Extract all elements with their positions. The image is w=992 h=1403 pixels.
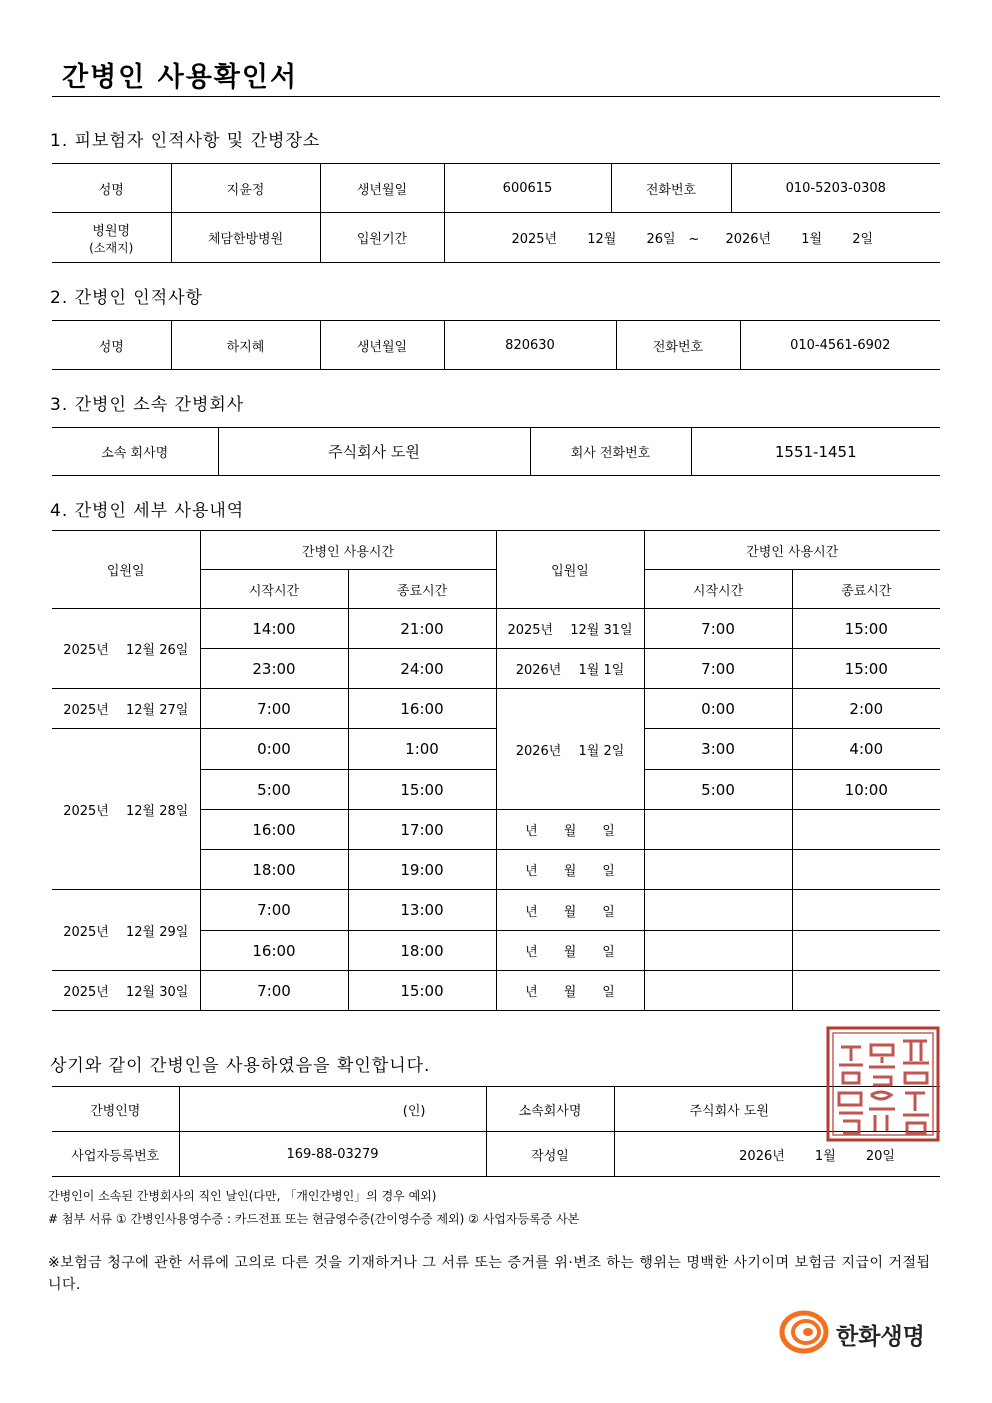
col-time-right: 간병인 사용시간 [644,531,940,570]
start-time: 0:00 [644,689,792,729]
hanwha-life-logo [778,1308,925,1360]
end-time: 15:00 [792,649,940,689]
right-date: 2025년 12월 31일 [496,609,644,649]
written-date-label: 작성일 [486,1132,614,1177]
company-table [52,427,940,476]
end-time: 15:00 [348,971,496,1011]
hanwha-logo-icon [778,1308,834,1356]
section2-heading: 2. 간병인 인적사항 [50,288,203,308]
start-time: 16:00 [200,931,348,971]
empty-cell [644,850,792,890]
company-name: 주식회사 도원 [218,428,530,476]
left-date: 2025년 12월 28일 [52,729,200,890]
confirm-text: 상기와 같이 간병인을 사용하였음을 확인합니다. [50,1056,431,1076]
left-date: 2025년 12월 26일 [52,609,200,689]
caregiver-phone: 010-4561-6902 [740,321,940,370]
start-time: 7:00 [644,649,792,689]
end-time: 1:00 [348,729,496,770]
caregiver-birth: 820630 [444,321,616,370]
written-date: 2026년 1월 20일 [614,1132,940,1177]
company-label: 소속 회사명 [52,428,218,476]
title-divider [52,96,940,97]
end-time: 15:00 [792,609,940,649]
col-end-right: 종료시간 [792,570,940,609]
right-date: 2026년 1월 1일 [496,649,644,689]
end-time: 18:00 [348,931,496,971]
document-title: 간병인 사용확인서 [62,62,299,93]
empty-cell [792,971,940,1011]
end-time: 21:00 [348,609,496,649]
left-date: 2025년 12월 29일 [52,890,200,971]
logo-text: 한화생명 [836,1324,925,1350]
left-date: 2025년 12월 30일 [52,971,200,1011]
usage-table [52,530,940,1011]
bizno: 169-88-03279 [179,1132,486,1177]
insured-birth: 600615 [444,164,611,213]
company-seal-stamp [825,1025,941,1143]
end-time: 13:00 [348,890,496,931]
col-start-right: 시작시간 [644,570,792,609]
col-start-left: 시작시간 [200,570,348,609]
col-end-left: 종료시간 [348,570,496,609]
start-time: 7:00 [200,971,348,1011]
end-time: 24:00 [348,649,496,689]
col-date-right: 입원일 [496,531,644,609]
fraud-warning: ※보험금 청구에 관한 서류에 고의로 다른 것을 기재하거나 그 서류 또는 증거를 위·변조 하는 행위는 명백한 사기이며 보험금 지급이 거절됩니다. [48,1255,931,1293]
start-time: 18:00 [200,850,348,890]
confirm-company-label: 소속회사명 [486,1087,614,1132]
note-seal: 간병인이 소속된 간병회사의 직인 날인(다만, 「개인간병인」의 경우 예외) [48,1189,437,1203]
start-time: 7:00 [200,689,348,729]
start-time: 5:00 [200,770,348,810]
hospital-name: 체담한방병원 [171,213,320,263]
start-time: 7:00 [200,890,348,931]
insured-name-label: 성명 [52,164,171,213]
left-date: 2025년 12월 27일 [52,689,200,729]
insured-table [52,163,940,263]
end-time: 19:00 [348,850,496,890]
company-phone-label: 회사 전화번호 [530,428,691,476]
note-attachments: # 첨부 서류 ① 간병인사용영수증 : 카드전표 또는 현금영수증(간이영수증 제외) ② 사업자등록증 사본 [48,1212,580,1226]
start-time: 7:00 [644,609,792,649]
empty-cell [792,931,940,971]
start-time: 5:00 [644,770,792,810]
empty-cell [644,971,792,1011]
empty-cell [644,931,792,971]
insured-name: 지윤정 [171,164,320,213]
end-time: 10:00 [792,770,940,810]
start-time: 16:00 [200,810,348,850]
caregiver-table [52,320,940,370]
hospital-label [52,213,171,263]
empty-cell [792,810,940,850]
right-date-blank: 년 월 일 [496,810,644,850]
right-date-blank: 년 월 일 [496,850,644,890]
section3-heading: 3. 간병인 소속 간병회사 [50,395,245,415]
empty-cell [792,850,940,890]
start-time: 3:00 [644,729,792,770]
end-time: 16:00 [348,689,496,729]
confirm-company: 주식회사 도원 [614,1087,940,1132]
empty-cell [644,890,792,931]
section4-heading: 4. 간병인 세부 사용내역 [50,501,245,521]
right-date: 2026년 1월 2일 [496,689,644,810]
confirm-table [52,1086,940,1177]
caregiver-name: 하지혜 [171,321,320,370]
col-time-left: 간병인 사용시간 [200,531,496,570]
section1-heading: 1. 피보험자 인적사항 및 간병장소 [50,131,321,151]
empty-cell [792,890,940,931]
bizno-label: 사업자등록번호 [52,1132,179,1177]
right-date-blank: 년 월 일 [496,971,644,1011]
insured-birth-label: 생년월일 [320,164,444,213]
empty-cell [644,810,792,850]
insured-phone-label: 전화번호 [611,164,731,213]
caregiver-sign-label: 간병인명 [52,1087,179,1132]
start-time: 0:00 [200,729,348,770]
end-time: 17:00 [348,810,496,850]
right-date-blank: 년 월 일 [496,890,644,931]
col-date-left: 입원일 [52,531,200,609]
end-time: 4:00 [792,729,940,770]
end-time: 15:00 [348,770,496,810]
seal-mark: (인) [179,1087,486,1132]
caregiver-phone-label: 전화번호 [616,321,740,370]
end-time: 2:00 [792,689,940,729]
period-label: 입원기간 [320,213,444,263]
insured-phone: 010-5203-0308 [731,164,940,213]
hospital-label-line2: (소재지) [89,240,134,255]
right-date-blank: 년 월 일 [496,931,644,971]
company-phone: 1551-1451 [691,428,940,476]
caregiver-name-label: 성명 [52,321,171,370]
caregiver-birth-label: 생년월일 [320,321,444,370]
admission-period: 2025년 12월 26일 ~ 2026년 1월 2일 [444,213,940,263]
start-time: 23:00 [200,649,348,689]
start-time: 14:00 [200,609,348,649]
hospital-label-line1: 병원명 [92,223,131,239]
